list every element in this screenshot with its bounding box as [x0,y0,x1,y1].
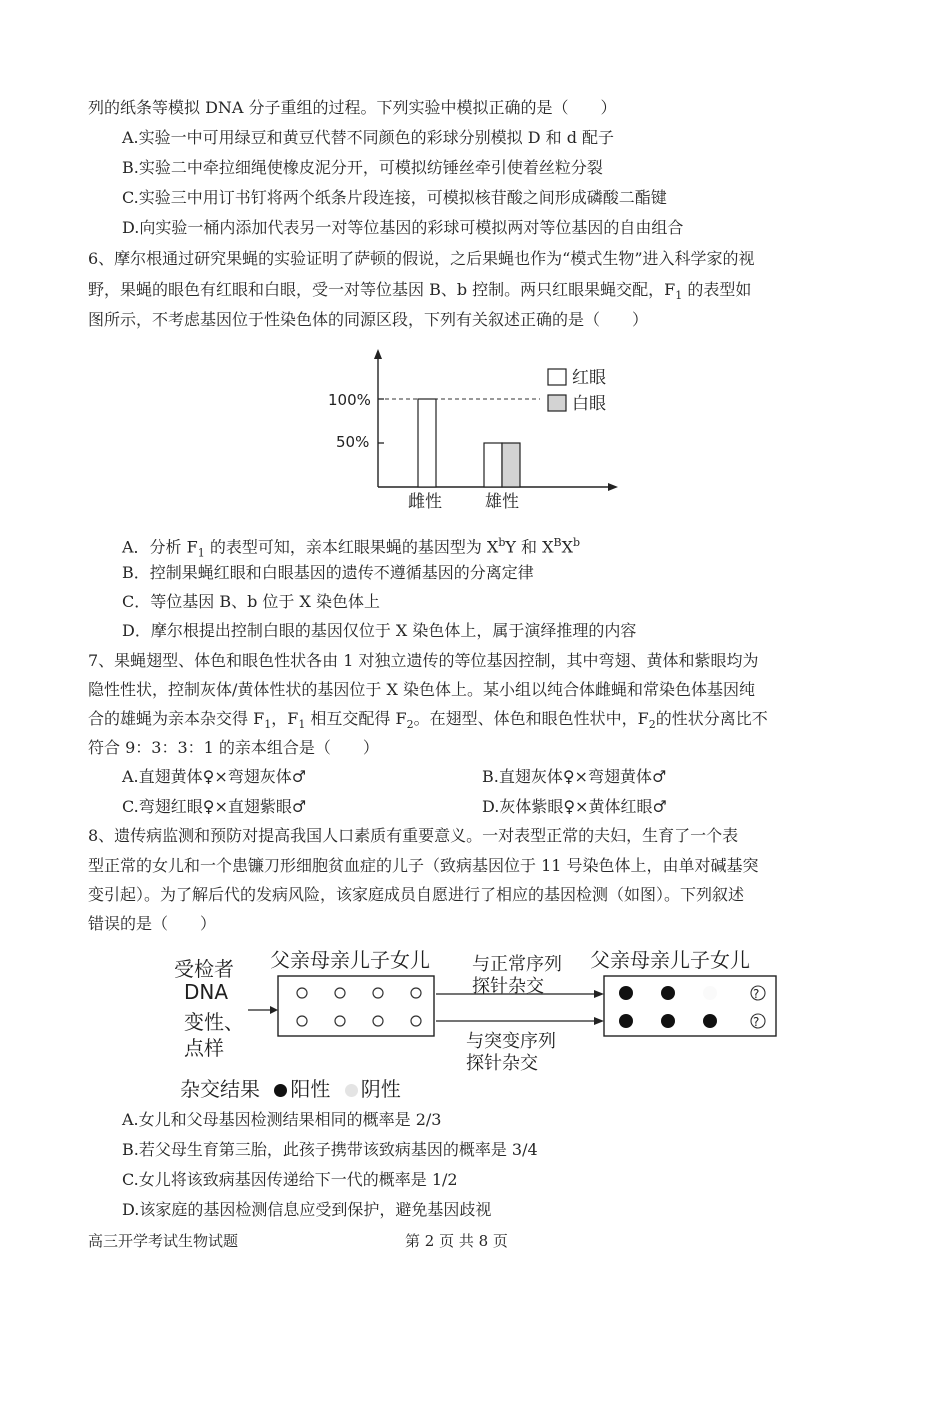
positive-spot-father [619,1014,633,1028]
q6-option-c: C．等位基因 B、b 位于 X 染色体上 [122,592,380,611]
q7-option-a: A.直翅黄体♀×弯翅灰体♂ [122,767,307,786]
positive-spot-mother [661,986,675,1000]
arrow-normal-probe-head [594,990,604,998]
q5-option-d: D.向实验一桶内添加代表另一对等位基因的彩球可模拟两对等位基因的自由组合 [122,218,684,237]
left-panel-header: 父亲母亲儿子女儿 [270,948,430,972]
x-category-male: 雄性 [485,492,519,512]
q6-stem-line3: 图所示，不考虑基因位于性染色体的同源区段，下列有关叙述正确的是（ ） [88,310,649,329]
q7-option-c: C.弯翅红眼♀×直翅紫眼♂ [122,797,307,816]
unknown-mark-top: ? [753,987,760,1001]
q7-stem-line1: 7、果蝇翅型、体色和眼色性状各由 1 对独立遗传的等位基因控制，其中弯翅、黄体和紫眼均为 [88,651,759,670]
unknown-mark-bottom: ? [753,1015,760,1029]
input-arrow-head [270,1006,278,1014]
positive-spot-son [703,1014,717,1028]
q5-option-a: A.实验一中可用绿豆和黄豆代替不同颜色的彩球分别模拟 D 和 d 配子 [122,128,615,147]
legend-swatch-red-eye [548,369,566,385]
page-number: 第 2 页 共 8 页 [405,1232,508,1250]
q7-stem-line3: 合的雄蝇为亲本杂交得 $F_1$，$F_1$ 相互交配得 $F_2$。在翅型、体色和眼色性状中，$F_2$的性状分离比不 [88,709,768,732]
hybrid-legend [180,1073,401,1102]
bar-female-red-eye [418,399,436,487]
legend-label-red-eye: 红眼 [572,368,606,388]
q8-stem-line1: 8、遗传病监测和预防对提高我国人口素质有重要意义。一对表型正常的夫妇，生育了一个表 [88,826,739,845]
q8-stem-line4: 错误的是（ ） [88,914,217,933]
q8-option-c: C.女儿将该致病基因传递给下一代的概率是 1/2 [122,1170,458,1189]
left-label-line2: DNA [184,980,229,1004]
legend-swatch-white-eye [548,395,566,411]
q7-option-d: D.灰体紫眼♀×黄体红眼♂ [482,797,667,816]
arrow-bottom-label-line2: 探针杂交 [466,1053,538,1074]
q5-stem-tail: 列的纸条等模拟 DNA 分子重组的过程。下列实验中模拟正确的是（ ） [88,98,617,117]
q5-option-b: B.实验二中牵拉细绳使橡皮泥分开，可模拟纺锤丝牵引使着丝粒分裂 [122,158,603,177]
legend-negative: 阴性 [360,1077,401,1101]
y-axis-arrow [374,349,382,359]
x-axis-arrow [608,483,618,491]
q7-stem-line4: 符合 9：3：3：1 的亲本组合是（ ） [88,738,379,757]
left-membrane-box [278,976,434,1036]
legend-title: 杂交结果 [180,1077,260,1101]
q8-option-b: B.若父母生育第三胎，此孩子携带该致病基因的概率是 3/4 [122,1140,538,1159]
left-label-line1: 受检者 [174,957,234,981]
q6-stem-line1: 6、摩尔根通过研究果蝇的实验证明了萨顿的假说，之后果蝇也作为“模式生物”进入科学家的视 [88,249,755,268]
positive-dot-icon [274,1084,287,1097]
q8-stem-line2: 型正常的女儿和一个患镰刀形细胞贫血症的儿子（致病基因位于 11 号染色体上，由单对碱基突 [88,856,759,875]
y-tick-label-50: 50% [336,433,370,451]
q8-option-a: A.女儿和父母基因检测结果相同的概率是 2/3 [122,1110,442,1129]
negative-dot-icon [345,1084,358,1097]
bar-male-red-eye [484,443,502,487]
q8-option-d: D.该家庭的基因检测信息应受到保护，避免基因歧视 [122,1200,492,1219]
negative-spot-son [703,986,717,1000]
q6-stem-line2: 野，果蝇的眼色有红眼和白眼，受一对等位基因 B、b 控制。两只红眼果蝇交配，$F_1$ 的表型如 [88,280,752,303]
x-category-female: 雌性 [408,492,442,512]
legend-positive: 阳性 [290,1077,331,1101]
legend-label-white-eye: 白眼 [572,394,606,414]
q8-stem-line3: 变引起）。为了解后代的发病风险，该家庭成员自愿进行了相应的基因检测（如图）。下列叙述 [88,885,745,904]
positive-spot-mother [661,1014,675,1028]
right-panel-header: 父亲母亲儿子女儿 [590,948,750,972]
eye-color-bar-chart [320,345,640,515]
y-tick-label-100: 100% [328,391,371,409]
q7-option-b: B.直翅灰体♀×弯翅黄体♂ [482,767,667,786]
left-label-line4: 点样 [184,1036,224,1060]
gene-test-diagram [240,970,785,1050]
positive-spot-father [619,986,633,1000]
arrow-mutant-probe-head [594,1017,604,1025]
bar-male-white-eye [502,443,520,487]
right-membrane-box [604,976,776,1036]
footer-title: 高三开学考试生物试题 [88,1232,239,1250]
arrow-top-label-line2: 探针杂交 [472,976,544,997]
q6-option-d: D．摩尔根提出控制白眼的基因仅位于 X 染色体上，属于演绎推理的内容 [122,621,637,640]
q6-option-a: A．分析 $F_1$ 的表型可知，亲本红眼果蝇的基因型为 $X^bY$ 和 $X^BX^b$ [122,536,581,560]
q7-stem-line2: 隐性性状，控制灰体/黄体性状的基因位于 X 染色体上。某小组以纯合体雌蝇和常染色体基因纯 [88,680,755,699]
q6-option-b: B．控制果蝇红眼和白眼基因的遗传不遵循基因的分离定律 [122,563,534,582]
arrow-top-label-line1: 与正常序列 [472,954,562,975]
arrow-bottom-label-line1: 与突变序列 [466,1031,556,1052]
left-label-line3: 变性、 [184,1010,244,1034]
q5-option-c: C.实验三中用订书钉将两个纸条片段连接，可模拟核苷酸之间形成磷酸二酯键 [122,188,667,207]
